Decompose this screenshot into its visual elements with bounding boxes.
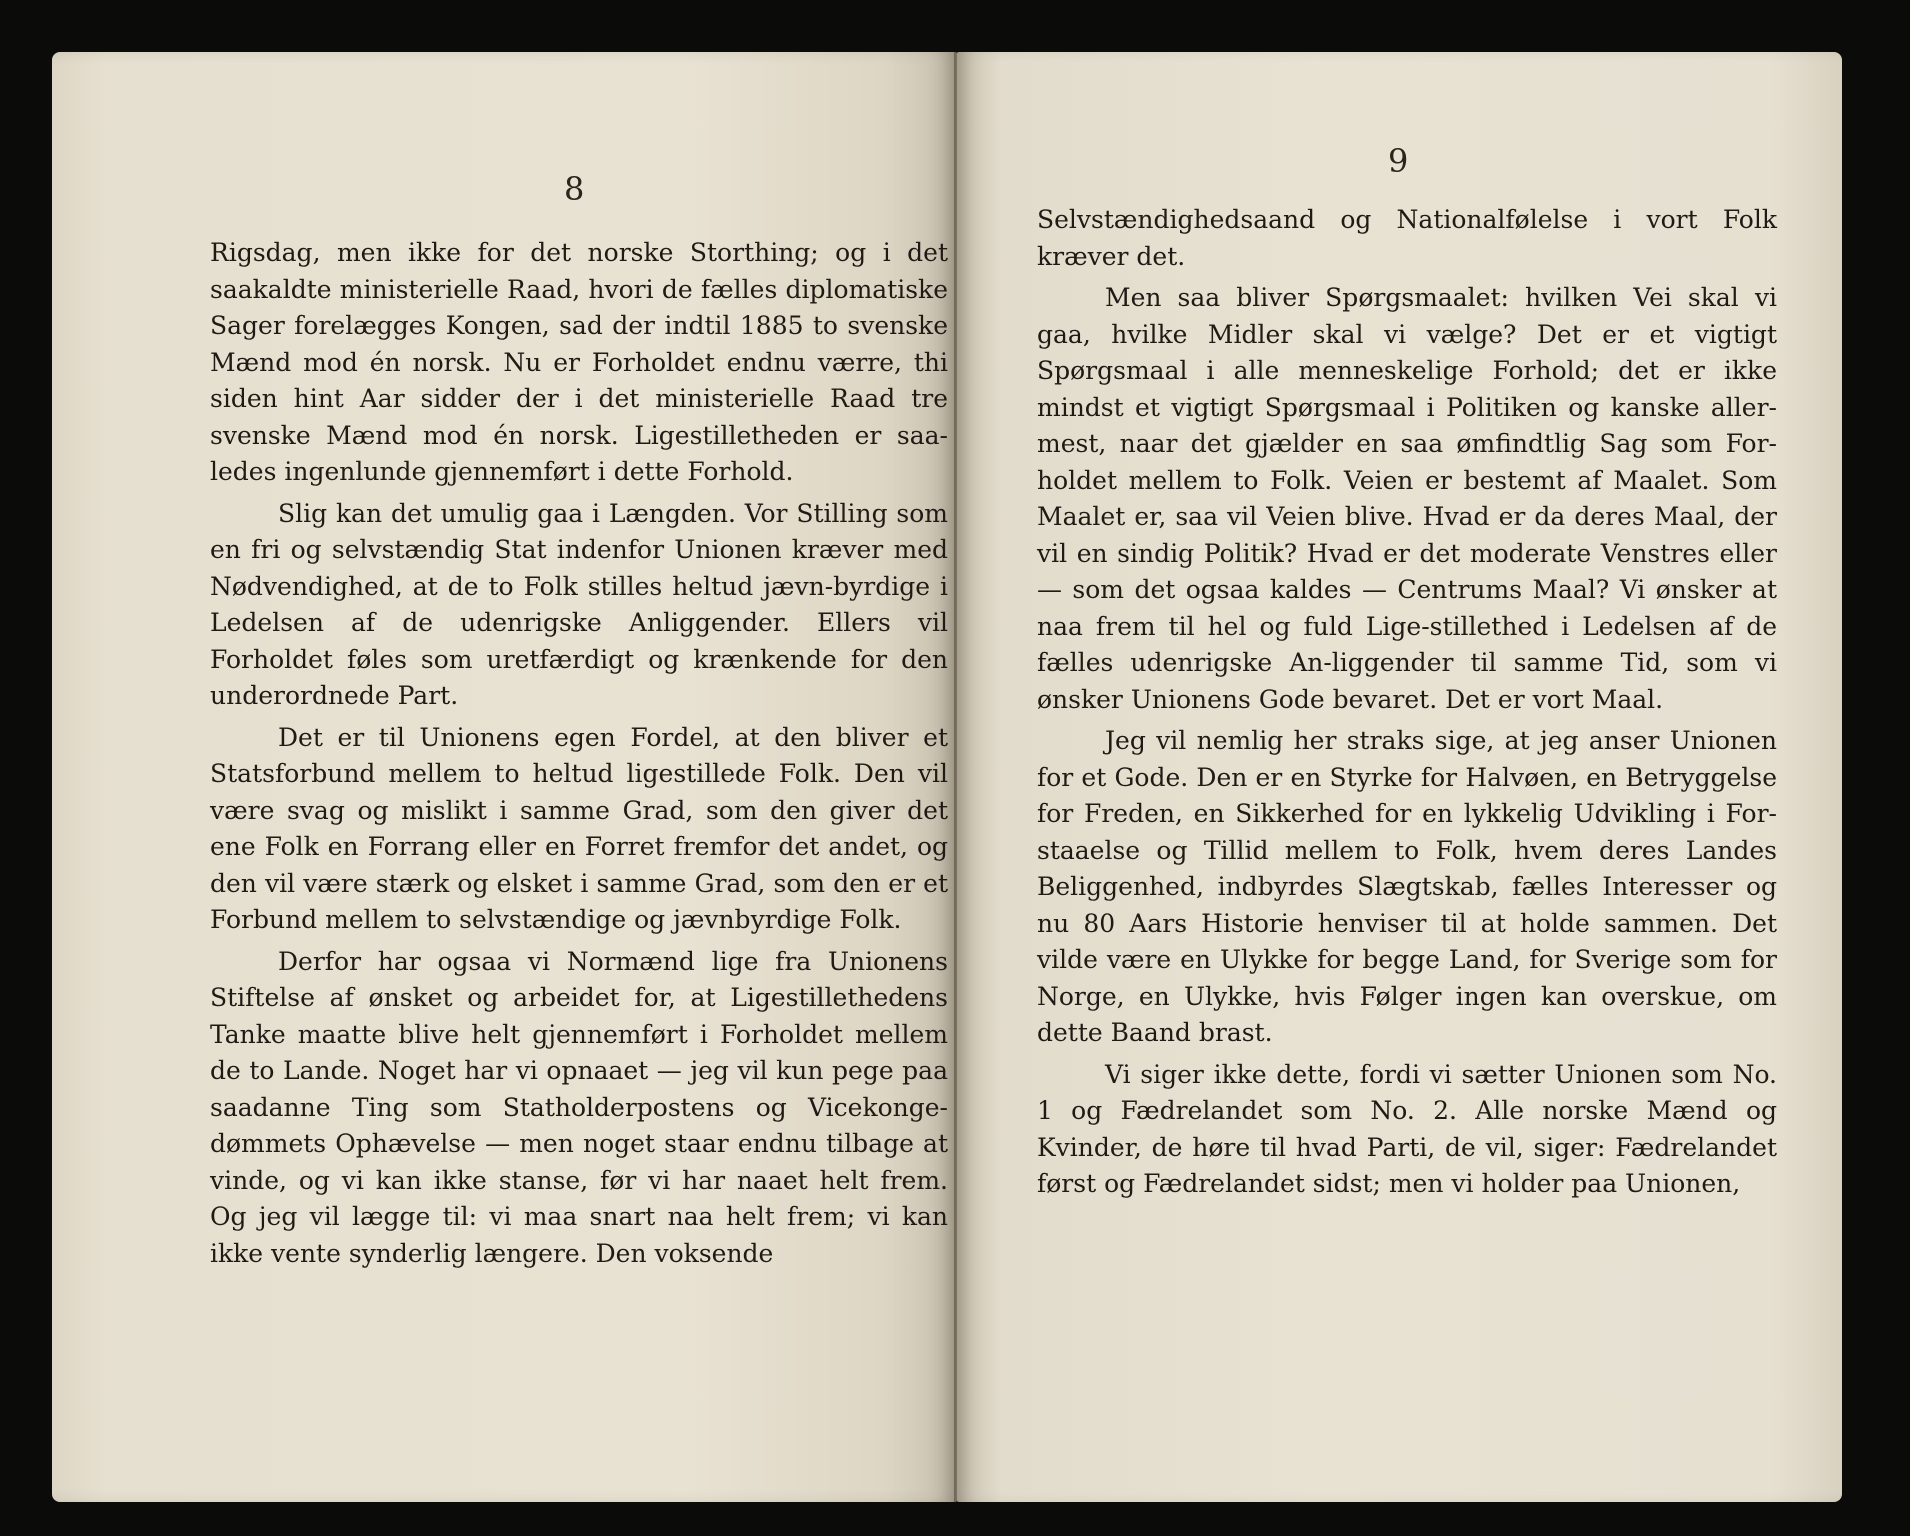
open-book	[52, 52, 1842, 1502]
left-page	[52, 52, 957, 1502]
right-page-text	[1037, 202, 1777, 1203]
page-number-left: 8	[564, 170, 585, 208]
paragraph: Selvstændighedsaand og Nationalfølelse i vort Folk kræver det.	[1037, 205, 1777, 271]
paragraph: Det er til Unionens egen Fordel, at den bliver et Statsforbund mellem to heltud ligestillede Folk. Den vil være svag og mislikt i samme Grad, som den giver det ene Folk en Forrang eller en Forret fremfor det andet, og den vil være stærk og elsket i samme Grad, som den er et Forbund mellem to selvstændige og jævnbyrdige Folk.	[210, 722, 948, 934]
left-page-text	[210, 235, 948, 1272]
paragraph: Jeg vil nemlig her straks sige, at jeg anser Unionen for et Gode. Den er en Styrke for Halvøen, en Betryggelse for Freden, en Sikkerhed for en lykkelig Udvikling i For-staaelse og Tillid mellem to Folk, hvem deres Landes Beliggenhed, indbyrdes Slægtskab, fælles Interesser og nu 80 Aars Historie henviser til at holde sammen. Det vilde være en Ulykke for begge Land, for Sverige som for Norge, en Ulykke, hvis Følger ingen kan overskue, om dette Baand brast.	[1037, 726, 1777, 1047]
right-page	[957, 52, 1842, 1502]
paragraph: Rigsdag, men ikke for det norske Storthing; og i det saakaldte ministerielle Raad, hvori de fælles diplomatiske Sager forelægges Kongen, sad der indtil 1885 to svenske Mænd mod én norsk. Nu er Forholdet endnu værre, thi siden hint Aar sidder der i det ministerielle Raad tre svenske Mænd mod én norsk. Ligestilletheden er saa-ledes ingenlunde gjennemført i dette Forhold.	[210, 238, 948, 486]
paragraph: Men saa bliver Spørgsmaalet: hvilken Vei skal vi gaa, hvilke Midler skal vi vælge? Det er et vigtigt Spørgsmaal i alle menneskelige Forhold; det er ikke mindst et vigtigt Spørgsmaal i Politiken og kanske aller-mest, naar det gjælder en saa ømfindtlig Sag som For-holdet mellem to Folk. Veien er bestemt af Maalet. Som Maalet er, saa vil Veien blive. Hvad er da deres Maal, der vil en sindig Politik? Hvad er det moderate Venstres eller — som det ogsaa kaldes — Centrums Maal? Vi ønsker at naa frem til hel og fuld Lige-stillethed i Ledelsen af de fælles udenrigske An-liggender til samme Tid, som vi ønsker Unionens Gode bevaret. Det er vort Maal.	[1037, 283, 1777, 714]
paragraph: Vi siger ikke dette, fordi vi sætter Unionen som No. 1 og Fædrelandet som No. 2. Alle norske Mænd og Kvinder, de høre til hvad Parti, de vil, siger: Fædrelandet først og Fædrelandet sidst; men vi holder paa Unionen,	[1037, 1059, 1777, 1198]
page-number-right: 9	[1388, 142, 1409, 180]
paragraph: Slig kan det umulig gaa i Længden. Vor Stilling som en fri og selvstændig Stat indenfor Unionen kræver med Nødvendighed, at de to Folk stilles heltud jævn-byrdige i Ledelsen af de udenrigske Anliggender. Ellers vil Forholdet føles som uretfærdigt og krænkende for den underordnede Part.	[210, 498, 948, 710]
paragraph: Derfor har ogsaa vi Normænd lige fra Unionens Stiftelse af ønsket og arbeidet for, at Ligestillethedens Tanke maatte blive helt gjennemført i Forholdet mellem de to Lande. Noget har vi opnaaet — jeg vil kun pege paa saadanne Ting som Statholderpostens og Vicekonge-dømmets Ophævelse — men noget staar endnu tilbage at vinde, og vi kan ikke stanse, før vi har naaet helt frem. Og jeg vil lægge til: vi maa snart naa helt frem; vi kan ikke vente synderlig længere. Den voksende	[210, 946, 948, 1268]
